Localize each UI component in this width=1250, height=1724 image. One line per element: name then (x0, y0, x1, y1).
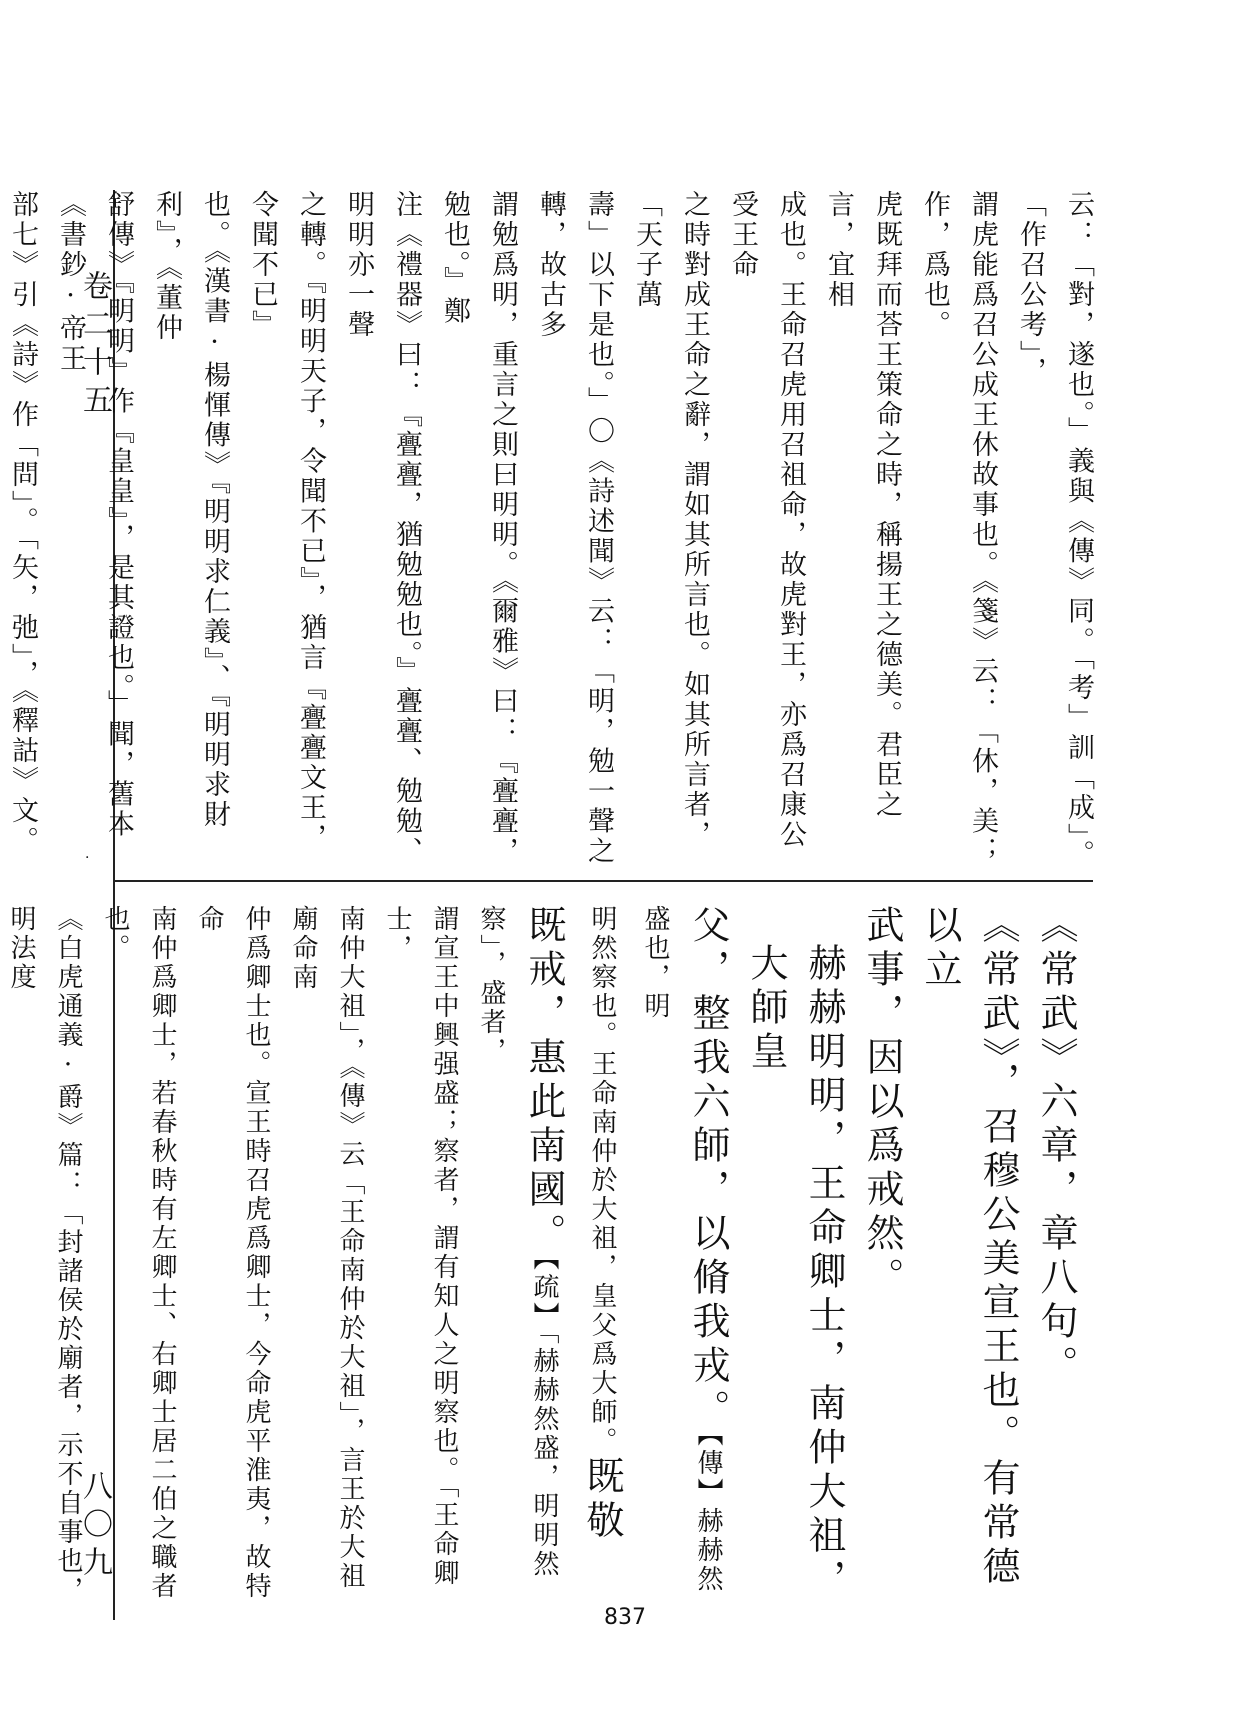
upper-column: 虎既拜而荅王策命之時，稱揚王之德美。君臣之言，宜相 (823, 190, 902, 820)
zhuan-mark: 【傳】 (693, 1433, 723, 1507)
commentary-column: 南仲大祖」，《傳》云「王命南仲於大祖」，言王於大祖廟命南 (288, 905, 365, 1591)
ode-title: 《常武》六章，章八句。 (1034, 905, 1078, 1389)
commentary-column: 南仲爲卿士，若春秋時有左卿士、右卿士居二伯之職者也。 (100, 905, 177, 1601)
page-number: 837 (604, 1605, 646, 1630)
zhuan-text: 赫赫然盛也，明 (640, 905, 723, 1594)
commentary-column: 謂宣王中興强盛；察者，謂有知人之明察也。「王命卿士， (382, 905, 459, 1588)
upper-column: 云：「對，遂也。」義與《傳》同。「考」訓「成」。「作召公考」， (1015, 190, 1094, 870)
commentary-column: 《白虎通義·爵》篇：「封諸侯於廟者，示不自事也，明法度 (6, 905, 83, 1605)
commentary-column: 仲爲卿士也。宣王時召虎爲卿士，今命虎平淮夷，故特命 (194, 905, 271, 1601)
preface-line: 《常武》，召穆公美宣王也。有常德以立 (918, 905, 1020, 1590)
upper-column: 之時對成王命之辭，謂如其所言也。如其所言者，「天子萬 (631, 190, 710, 850)
upper-column: 之轉。『明明天子，令聞不已』，猶言『亹亹文王，令聞不已』 (247, 190, 326, 853)
upper-column: 部七》引《詩》作「問」。「矢，弛」，《釋詁》文。 (7, 190, 38, 856)
juan-label: 卷二十五 (77, 270, 112, 422)
upper-column: 成也。王命召虎用召祖命，故虎對王，亦爲召康公受王命 (727, 190, 806, 850)
verse-column (467, 905, 573, 1610)
upper-column: 注《禮器》曰：『亹亹，猶勉勉也。』亹亹、勉勉、明明亦一聲 (343, 190, 422, 867)
shu-mark: 【疏】 (529, 1257, 559, 1331)
folio-label: 八〇九 (77, 1470, 112, 1584)
preface-line: 武事，因以爲戒然。 (860, 905, 904, 1301)
register-divider-rule (113, 880, 1093, 882)
verse-line: 赫赫明明，王命卿士，南仲大祖，大師皇 (744, 943, 846, 1603)
verse-text: 既敬 (580, 1456, 624, 1544)
upper-column: 也。《漢書·楊惲傳》『明明求仁義』、『明明求財利』，《董仲 (151, 190, 230, 830)
upper-column: 壽」以下是也。」〇《詩述聞》云：「明，勉一聲之轉，故古多 (535, 190, 614, 867)
upper-column: 謂勉爲明，重言之則曰明明。《爾雅》曰：『亹亹，勉也。』鄭 (439, 190, 518, 867)
margin-dot: · (85, 850, 90, 866)
upper-column: 謂虎能爲召公成王休故事也。《箋》云：「休，美；作，爲也。 (919, 190, 998, 867)
shu-text: 「赫赫然盛，明明然察」，盛者， (476, 905, 559, 1579)
zhuan-text: 明然察也。王命南仲於大祖，皇父爲大師。 (587, 905, 617, 1456)
verse-text: 父，整我六師，以脩我戎。 (686, 905, 730, 1433)
verse-column (573, 905, 631, 1610)
verse-column (631, 905, 737, 1610)
upper-column: 舒傳》『明明』作『皇皇』，是其證也。」聞，舊本《書鈔·帝王 (55, 190, 134, 840)
verse-text: 既戒，惠此南國。 (522, 905, 566, 1257)
